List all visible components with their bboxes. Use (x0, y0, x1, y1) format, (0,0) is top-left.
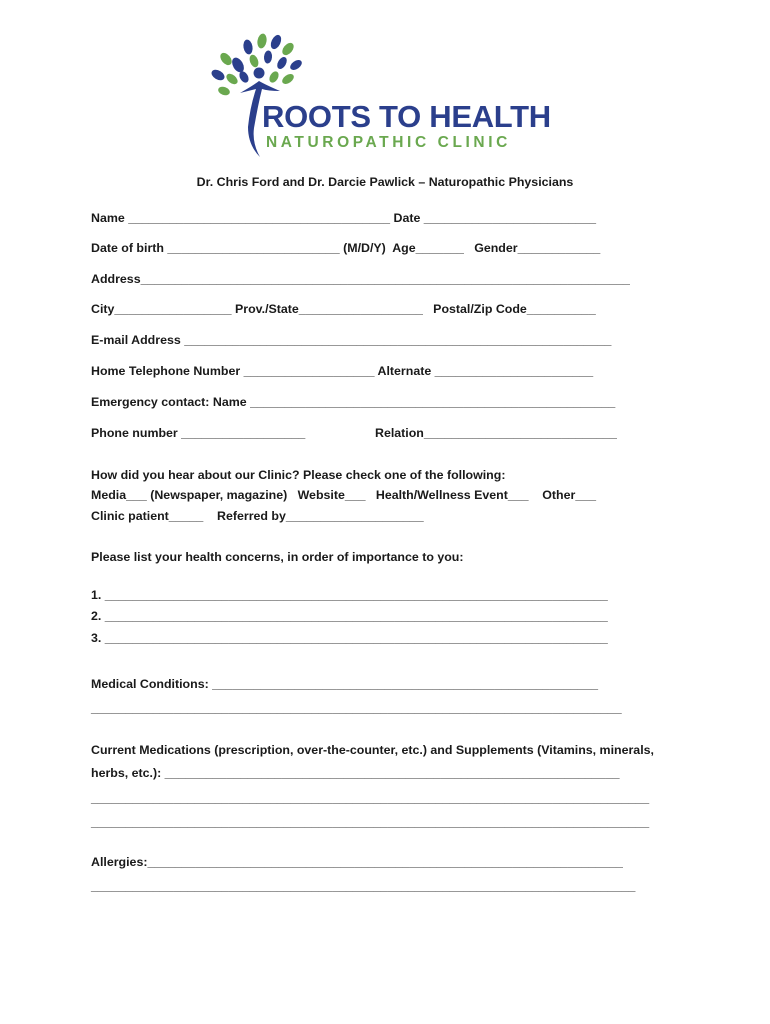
emergency-contact-field[interactable]: Emergency contact: Name _____________________________________________________ (91, 395, 616, 409)
referral-question: How did you hear about our Clinic? Please check one of the following: (91, 468, 506, 482)
medications-label: Current Medications (prescription, over-the-counter, etc.) and Supplements (Vitamins, minerals, (91, 743, 654, 757)
relation-field[interactable]: Relation____________________________ (375, 426, 617, 440)
physicians-subtitle: Dr. Chris Ford and Dr. Darcie Pawlick – Naturopathic Physicians (196, 175, 574, 189)
medications-line-2[interactable]: _________________________________________________________________________________ (91, 791, 650, 805)
medications-line-3[interactable]: _________________________________________________________________________________ (91, 815, 650, 829)
referral-options-2[interactable]: Clinic patient_____ Referred by____________________ (91, 509, 424, 523)
concern-line-1[interactable]: 1. _________________________________________________________________________ (91, 588, 608, 602)
telephone-field[interactable]: Home Telephone Number ___________________ Alternate _______________________ (91, 364, 594, 378)
allergies-field[interactable]: Allergies:_____________________________________________________________________ (91, 855, 623, 869)
allergies-line-2[interactable]: _______________________________________________________________________________ (91, 879, 636, 893)
address-field[interactable]: Address_______________________________________________________________________ (91, 272, 630, 286)
medical-conditions-field[interactable]: Medical Conditions: ________________________________________________________ (91, 677, 599, 691)
medical-conditions-line-2[interactable]: _____________________________________________________________________________ (91, 701, 622, 715)
email-field[interactable]: E-mail Address ______________________________________________________________ (91, 333, 612, 347)
referral-options[interactable]: Media___ (Newspaper, magazine) Website___ Health/Wellness Event___ Other___ (91, 488, 597, 502)
dob-age-gender-field[interactable]: Date of birth _________________________ (M/D/Y) Age_______ Gender____________ (91, 241, 601, 255)
logo-name: ROOTS TO HEALTH (262, 99, 551, 134)
logo-subtitle: NATUROPATHIC CLINIC (266, 134, 511, 151)
concern-line-2[interactable]: 2. _________________________________________________________________________ (91, 609, 608, 623)
concerns-question: Please list your health concerns, in order of importance to you: (91, 550, 464, 564)
clinic-logo (204, 33, 564, 163)
name-date-field[interactable]: Name ______________________________________ Date _________________________ (91, 211, 597, 225)
phone-number-field[interactable]: Phone number __________________ (91, 426, 306, 440)
medications-field[interactable]: herbs, etc.): __________________________________________________________________ (91, 766, 620, 780)
city-prov-postal-field[interactable]: City_________________ Prov./State__________________ Postal/Zip Code__________ (91, 302, 596, 316)
concern-line-3[interactable]: 3. _________________________________________________________________________ (91, 631, 608, 645)
